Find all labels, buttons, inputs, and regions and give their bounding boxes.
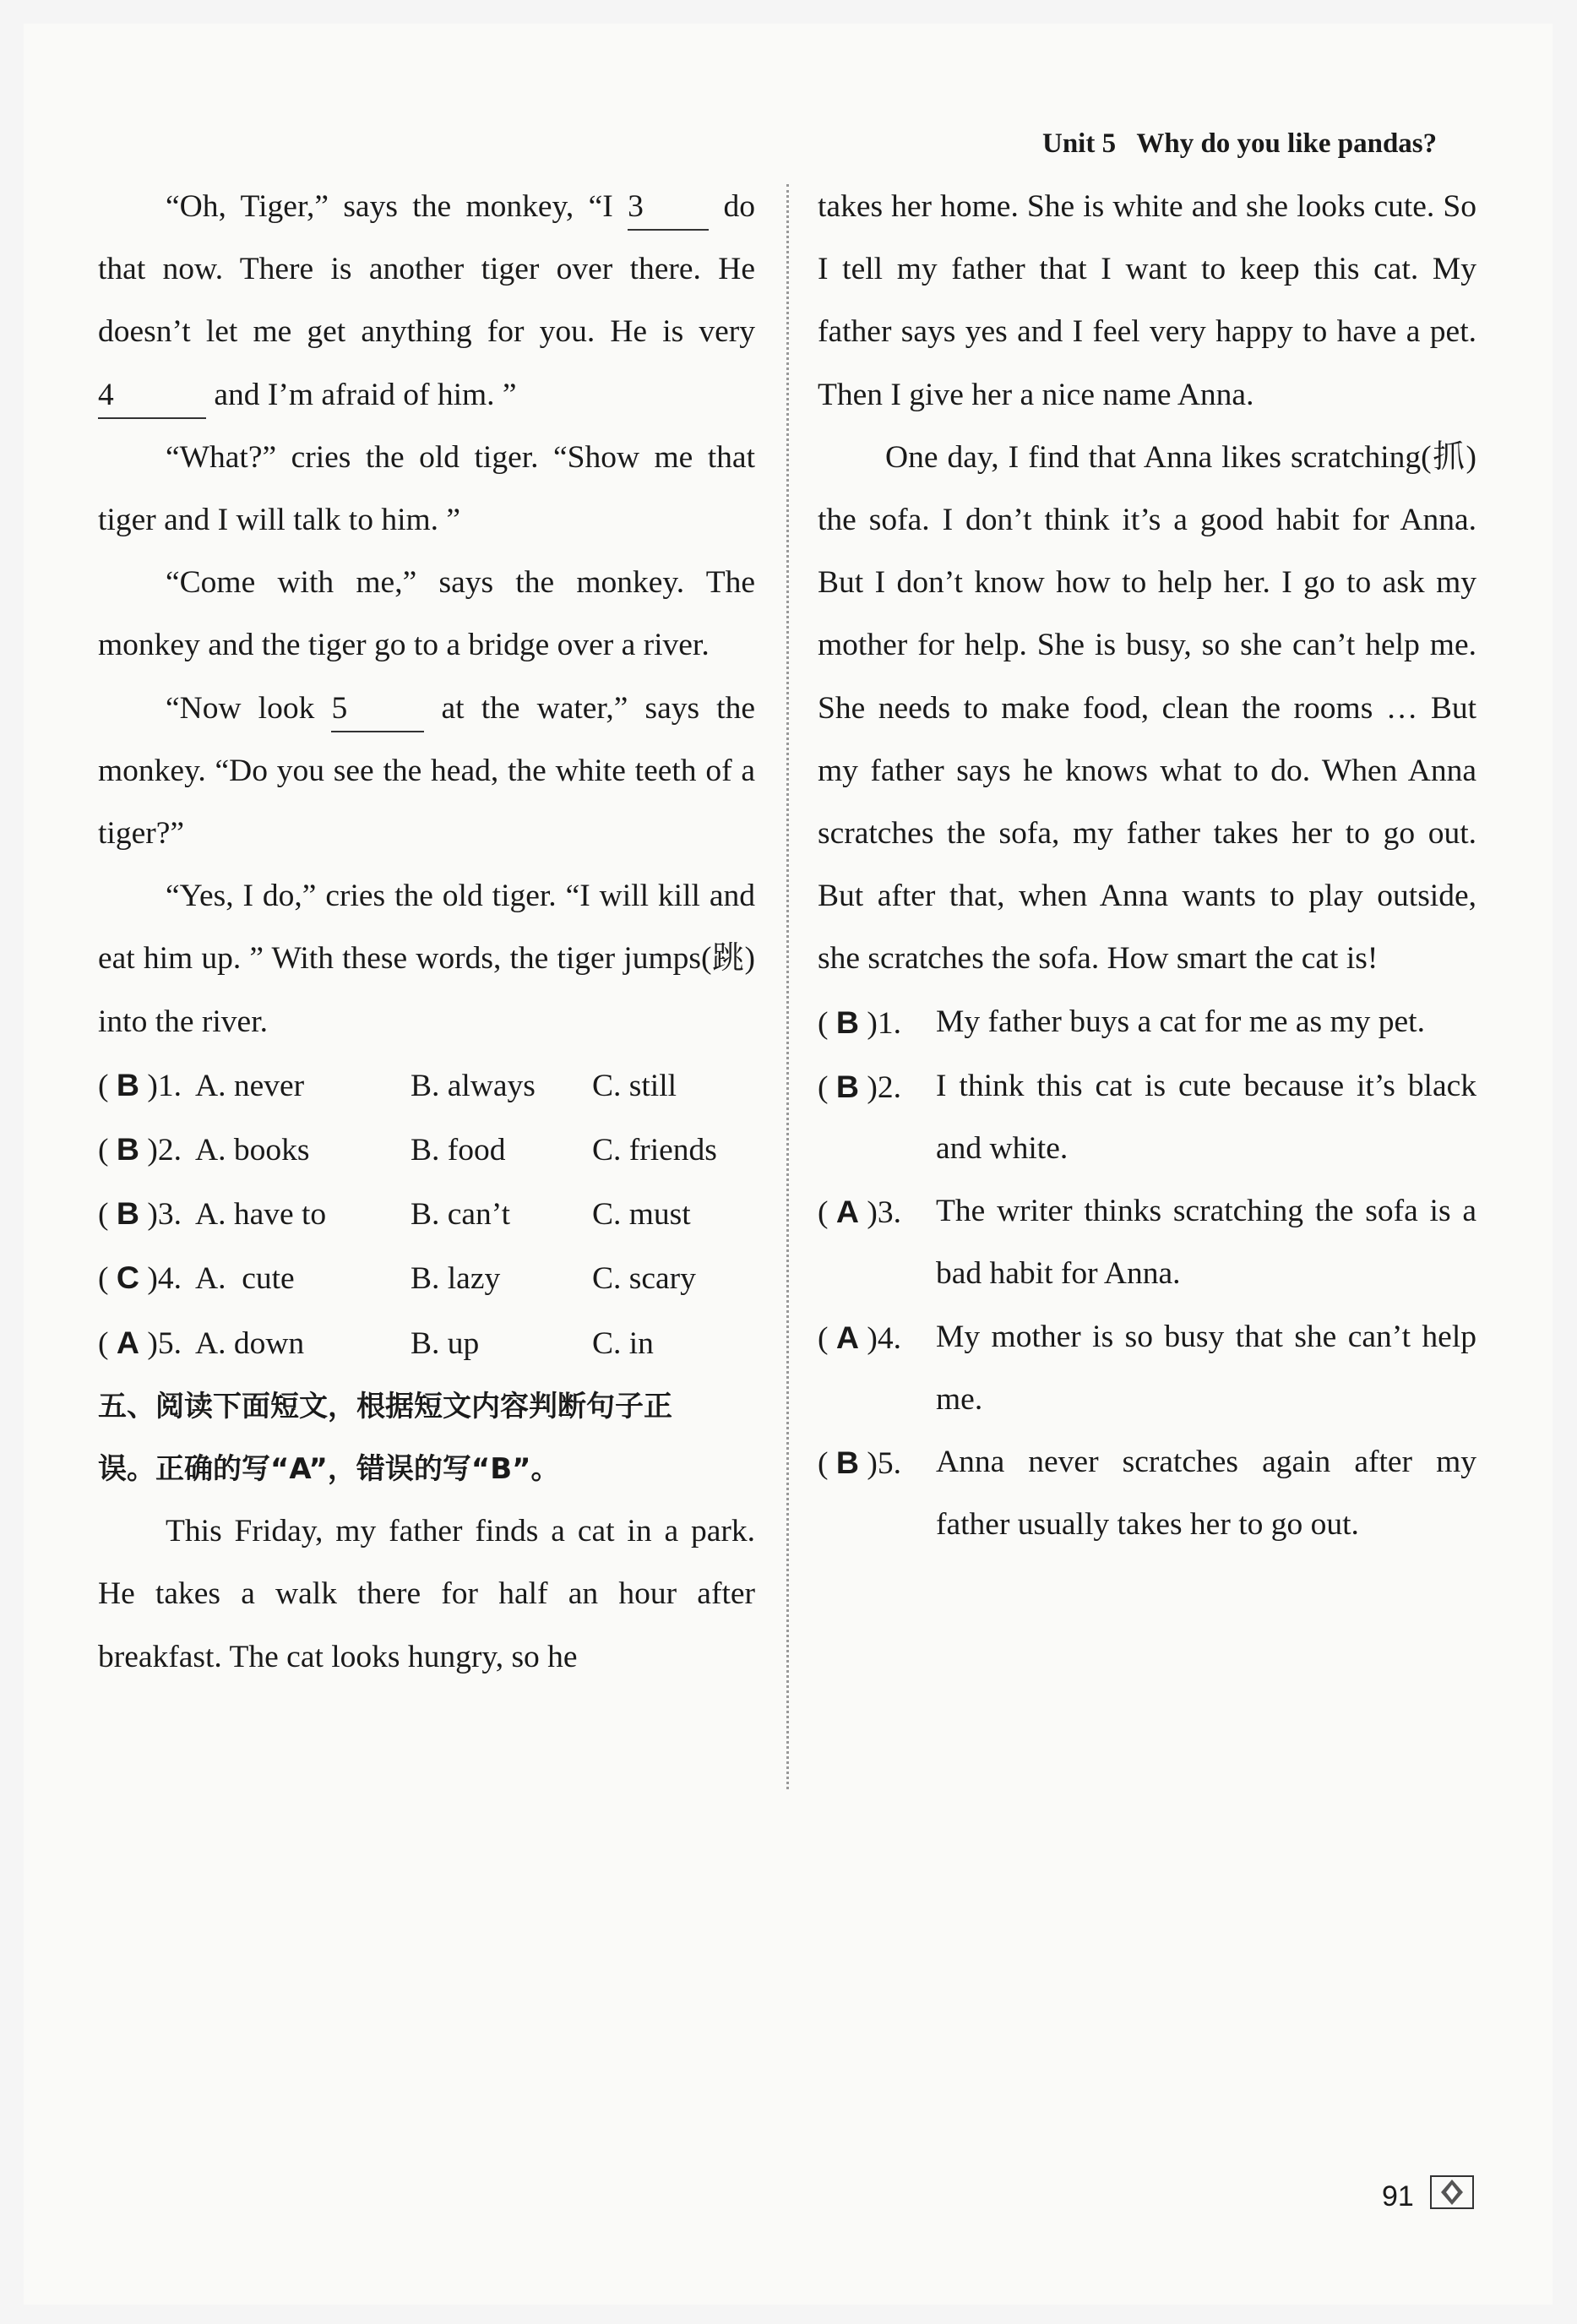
question-number: 2. — [157, 1133, 182, 1168]
right-column — [818, 176, 1476, 1556]
story-text: and I’m afraid of him. ” — [206, 377, 517, 412]
story-text: “Oh, Tiger,” says the monkey, “I — [166, 189, 628, 224]
option-b: B. food — [411, 1133, 506, 1168]
passage-paragraph: One day, I find that Anna likes scratching(抓) the sofa. I don’t think it’s a good habit for Anna. But I don’t know how to help her. I go to ask my mother for help. She is busy, so she can’t help me. She needs to make food, clean the rooms … But my father says he knows what to do. When Anna scratches the sofa, my father takes her to go out. But after that, when Anna wants to play outside, she scratches the sofa. How smart the cat is! — [818, 439, 1476, 977]
answer-mark: A — [116, 1324, 139, 1360]
option-c: C. friends — [592, 1133, 717, 1168]
blank-5: 5 — [331, 687, 424, 732]
question-number: 2. — [877, 1069, 901, 1105]
tf-question: ( B )2. I think this cat is cute because it’s black and white. — [818, 1055, 1476, 1180]
section-title-line: 五、阅读下面短文，根据短文内容判断句子正 — [98, 1389, 672, 1423]
answer-mark: B — [116, 1131, 139, 1167]
story-text: “Now look — [166, 690, 332, 726]
tf-question: ( A )4. My mother is so busy that she can’t help me. — [818, 1306, 1476, 1431]
question-number: 5. — [157, 1325, 182, 1361]
cloze-question: ( A )5. A. down B. up C. in — [98, 1311, 755, 1375]
cloze-question: ( B )1. A. never B. always C. still — [98, 1053, 755, 1118]
answer-mark: A — [835, 1194, 859, 1230]
tf-question: ( B )5. Anna never scratches again after my father usually takes her to go out. — [818, 1431, 1476, 1556]
tf-question: ( B )1. My father buys a cat for me as my pet. — [818, 991, 1476, 1055]
question-number: 5. — [877, 1446, 901, 1482]
option-b: B. can’t — [411, 1197, 511, 1233]
question-number: 1. — [877, 1005, 901, 1041]
option-b: B. always — [411, 1068, 536, 1103]
passage-paragraph-continued: takes her home. She is white and she looks cute. So I tell my father that I want to keep this cat. My father says yes and I feel very happy to have a pet. Then I give her a nice name Anna. — [818, 189, 1476, 412]
question-number: 3. — [877, 1195, 901, 1231]
passage-paragraph: This Friday, my father finds a cat in a park. He takes a walk there for half an hour after breakfast. The cat looks hungry, so he — [98, 1514, 755, 1674]
answer-mark: B — [835, 1445, 859, 1481]
diamond-ornament-icon — [1429, 2174, 1475, 2210]
unit-label: Unit 5 — [1042, 128, 1117, 159]
question-number: 3. — [157, 1197, 182, 1233]
question-text: I think this cat is cute because it’s black and white. — [936, 1068, 1476, 1167]
option-b: B. up — [411, 1325, 480, 1361]
page-header — [1042, 128, 1482, 160]
column-divider — [786, 184, 789, 1789]
cloze-question: ( B )2. A. books B. food C. friends — [98, 1118, 755, 1182]
question-text: Anna never scratches again after my father usually takes her to go out. — [936, 1445, 1476, 1543]
story-text: do that now. There is another tiger over there. He doesn’t let me get anything for you. He is very — [98, 189, 756, 350]
option-c: C. still — [592, 1068, 677, 1103]
section-title-line: 误。正确的写“A”，错误的写“B”。 — [98, 1452, 560, 1487]
story-paragraph — [98, 176, 755, 427]
question-text: The writer thinks scratching the sofa is a bad habit for Anna. — [936, 1194, 1476, 1292]
question-text: My father buys a cat for me as my pet. — [936, 1004, 1425, 1039]
page — [24, 24, 1553, 2305]
answer-mark: B — [835, 1004, 859, 1040]
option-c: C. must — [592, 1197, 691, 1233]
answer-mark: A — [835, 1319, 859, 1355]
tf-question: ( A )3. The writer thinks scratching the sofa is a bad habit for Anna. — [818, 1180, 1476, 1305]
story-paragraph: “Yes, I do,” cries the old tiger. “I will kill and eat him up. ” With these words, the tiger jumps(跳) into the river. — [98, 879, 755, 1039]
option-c: C. scary — [592, 1261, 696, 1297]
option-c: C. in — [592, 1325, 654, 1361]
answer-mark: B — [835, 1068, 859, 1104]
blank-4: 4 — [98, 373, 206, 419]
question-text: My mother is so busy that she can’t help me. — [936, 1319, 1476, 1417]
question-number: 4. — [877, 1320, 901, 1356]
option-a: A. never — [195, 1068, 305, 1103]
cloze-question: ( C )4. A. cute B. lazy C. scary — [98, 1246, 755, 1310]
question-number: 4. — [157, 1261, 182, 1297]
unit-title: Why do you like pandas? — [1136, 128, 1438, 159]
cloze-question-list — [98, 1053, 755, 1375]
blank-3: 3 — [628, 185, 709, 231]
true-false-question-list — [818, 991, 1476, 1557]
question-number: 1. — [157, 1068, 182, 1103]
story-text: at the water,” says the monkey. “Do you see the head, the white teeth of a tiger?” — [98, 690, 755, 852]
option-b: B. lazy — [411, 1261, 501, 1297]
answer-mark: B — [116, 1195, 139, 1232]
option-a: A. down — [195, 1325, 305, 1361]
cloze-question: ( B )3. A. have to B. can’t C. must — [98, 1182, 755, 1246]
option-a: A. cute — [195, 1261, 295, 1297]
option-a: A. books — [195, 1133, 310, 1168]
answer-mark: B — [116, 1066, 139, 1102]
section-5-title — [98, 1375, 755, 1500]
answer-mark: C — [116, 1260, 139, 1296]
option-a: A. have to — [195, 1197, 327, 1233]
left-column — [98, 176, 755, 1689]
page-number: 91 — [1382, 2180, 1414, 2212]
story-paragraph — [98, 678, 755, 866]
story-paragraph: “Come with me,” says the monkey. The monkey and the tiger go to a bridge over a river. — [98, 565, 755, 663]
story-paragraph: “What?” cries the old tiger. “Show me that tiger and I will talk to him. ” — [98, 439, 755, 538]
